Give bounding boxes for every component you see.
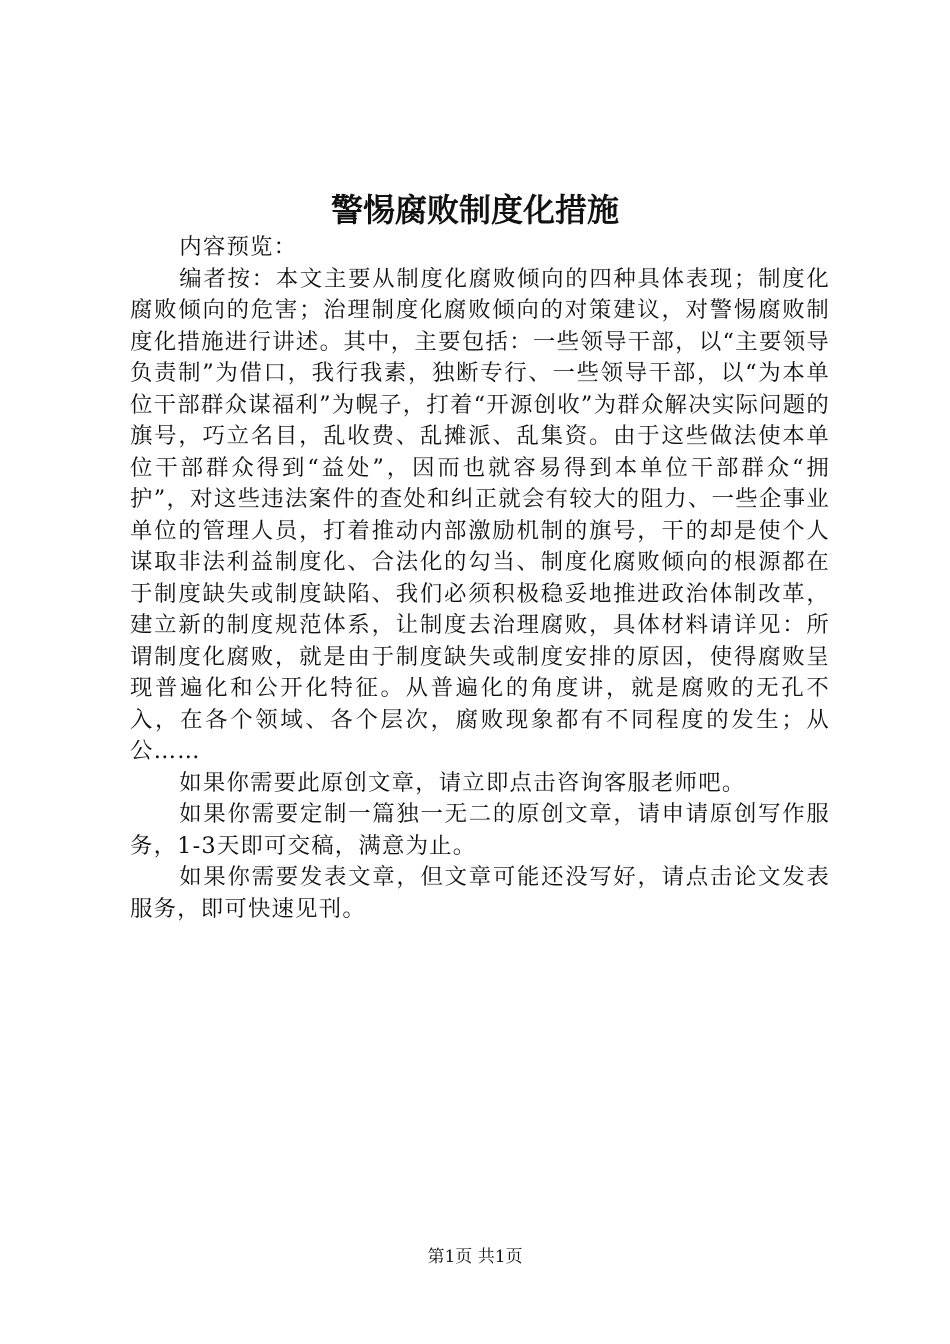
page-number-footer: 第1页 共1页 [427,1247,523,1267]
publish-paragraph: 如果你需要发表文章，但文章可能还没写好，请点击论文发表服务，即可快速见刊。 [130,864,830,922]
preview-label: 内容预览： [179,234,298,260]
custom-writing-paragraph: 如果你需要定制一篇独一无二的原创文章，请申请原创写作服务，1-3天即可交稿，满意为止。 [130,801,830,859]
consult-paragraph: 如果你需要此原创文章，请立即点击咨询客服老师吧。 [179,769,746,796]
document-body [130,232,830,925]
document-title: 警惕腐败制度化措施 [330,191,619,229]
editor-note-paragraph: 编者按：本文主要从制度化腐败倾向的四种具体表现；制度化腐败倾向的危害；治理制度化腐败倾向的对策建议，对警惕腐败制度化措施进行讲述。其中，主要包括：一些领导干部，以“主要领导负责制”为借口，我行我素，独断专行、一些领导干部，以“为本单位干部群众谋福利”为幌子，打着“开源创收”为群众解决实际问题的旗号，巧立名目，乱收费、乱摊派、乱集资。由于这些做法使本单位干部群众得到“益处”，因而也就容易得到本单位干部群众“拥护”，对这些违法案件的查处和纠正就会有较大的阻力、一些企事业单位的管理人员，打着推动内部激励机制的旗号，干的却是使个人谋取非法利益制度化、合法化的勾当、制度化腐败倾向的根源都在于制度缺失或制度缺陷、我们必须积极稳妥地推进政治体制改革，建立新的制度规范体系，让制度去治理腐败，具体材料请详见：所谓制度化腐败，就是由于制度缺失或制度安排的原因，使得腐败呈现普遍化和公开化特征。从普遍化的角度讲，就是腐败的无孔不入，在各个领域、各个层次，腐败现象都有不同程度的发生；从公…… [130,265,830,764]
